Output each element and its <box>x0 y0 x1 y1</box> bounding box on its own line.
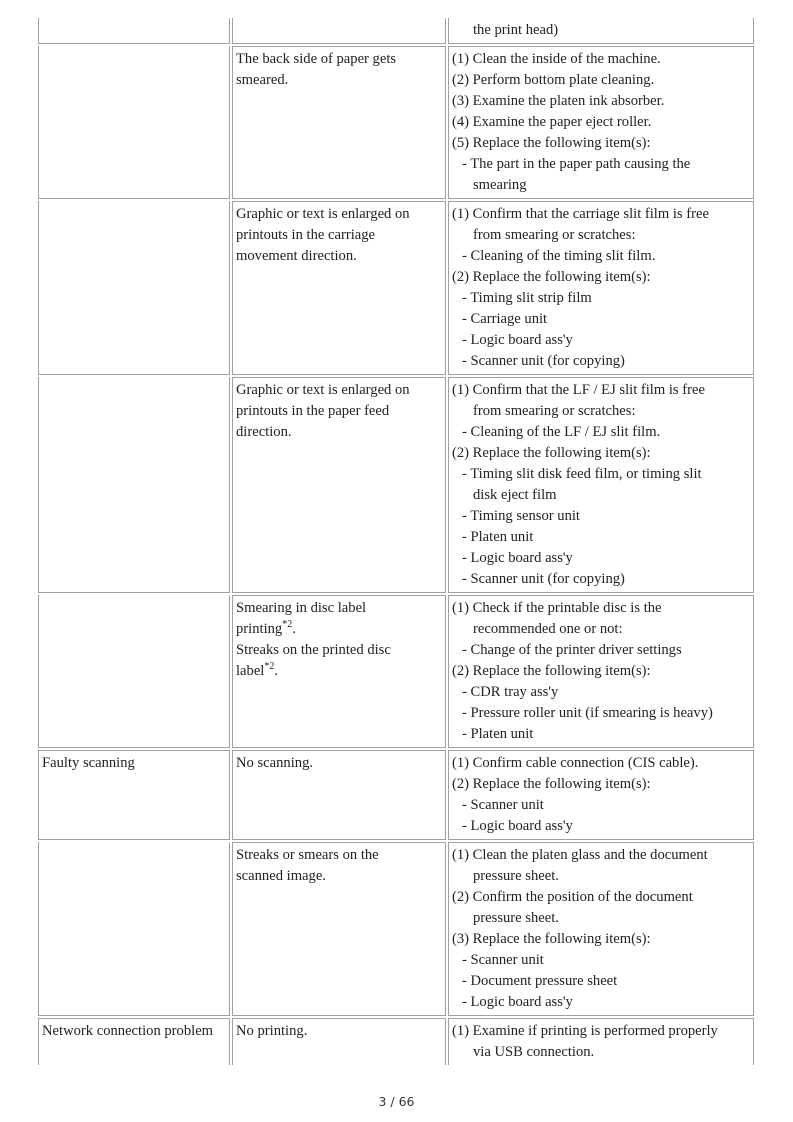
troubleshooting-table-container <box>36 18 754 1084</box>
action-continuation: the print head) <box>473 22 559 38</box>
symptom-line: movement direction. <box>236 248 357 264</box>
action-subitem: - Scanner unit <box>462 797 544 813</box>
symptom-line: printouts in the carriage <box>236 227 375 243</box>
action-text: - The part in the paper path causing the <box>462 156 691 172</box>
action-subitem: - Logic board ass'y <box>462 550 573 566</box>
action-subitem: - Carriage unit <box>462 311 548 327</box>
action-step: (4) Examine the paper eject roller. <box>452 114 652 130</box>
table-row <box>38 201 754 375</box>
footnote-marker: *2 <box>264 661 275 673</box>
symptom-line: Graphic or text is enlarged on <box>236 206 410 222</box>
action-continuation: from smearing or scratches: <box>473 227 636 243</box>
symptom-cell <box>232 1018 446 1065</box>
page-number: 3 / 66 <box>378 1094 415 1109</box>
action-subitem: - CDR tray ass'y <box>462 684 559 700</box>
action-subitem: - Timing sensor unit <box>462 508 580 524</box>
action-subitem: - Pressure roller unit (if smearing is heavy) <box>462 705 713 721</box>
action-cell <box>448 750 754 840</box>
symptom-line: direction. <box>236 424 292 440</box>
action-subitem: - Logic board ass'y <box>462 332 573 348</box>
category-cell <box>38 595 230 748</box>
table-row <box>38 842 754 1016</box>
table-body <box>38 18 754 1065</box>
symptom-cell <box>232 750 446 840</box>
symptom-text: printing <box>236 621 283 637</box>
action-text: - Timing slit disk feed film, or timing slit <box>462 466 702 482</box>
action-subitem <box>452 464 750 506</box>
symptom-cell <box>232 201 446 375</box>
table-row <box>38 46 754 199</box>
action-subitem: - Timing slit strip film <box>462 290 592 306</box>
action-cell <box>448 842 754 1016</box>
action-cell <box>448 1018 754 1065</box>
action-subitem: - Scanner unit (for copying) <box>462 571 625 587</box>
symptom-cell <box>232 595 446 748</box>
action-text-wrap: smearing <box>473 177 527 193</box>
category-cell <box>38 842 230 1016</box>
action-continuation: via USB connection. <box>473 1044 595 1060</box>
troubleshooting-table <box>36 18 754 1067</box>
footnote-marker: *2 <box>282 619 293 631</box>
symptom-cell <box>232 46 446 199</box>
action-subitem: - Logic board ass'y <box>462 994 573 1010</box>
action-step: (1) Confirm cable connection (CIS cable). <box>452 755 699 771</box>
action-subitem <box>452 154 750 196</box>
action-subitem: - Scanner unit <box>462 952 544 968</box>
action-continuation: recommended one or not: <box>473 621 623 637</box>
symptom-punct: . <box>292 621 296 637</box>
action-subitem: - Cleaning of the timing slit film. <box>462 248 656 264</box>
action-step: (1) Clean the platen glass and the document <box>452 847 708 863</box>
action-step: (1) Check if the printable disc is the <box>452 600 662 616</box>
action-step: (1) Clean the inside of the machine. <box>452 51 661 67</box>
category-cell: Faulty scanning <box>38 750 230 840</box>
action-subitem: - Platen unit <box>462 726 534 742</box>
symptom-cell <box>232 18 446 44</box>
symptom-line <box>236 661 442 682</box>
action-step: (2) Replace the following item(s): <box>452 445 651 461</box>
table-row <box>38 595 754 748</box>
category-cell <box>38 18 230 44</box>
action-step: (1) Confirm that the carriage slit film is free <box>452 206 709 222</box>
action-text-wrap: disk eject film <box>473 487 557 503</box>
symptom-line: scanned image. <box>236 868 326 884</box>
action-continuation: from smearing or scratches: <box>473 403 636 419</box>
symptom-text: Streaks on the printed disc <box>236 642 391 658</box>
action-subitem: - Platen unit <box>462 529 534 545</box>
action-subitem: - Cleaning of the LF / EJ slit film. <box>462 424 661 440</box>
symptom-line: No scanning. <box>236 755 314 771</box>
action-subitem: - Scanner unit (for copying) <box>462 353 625 369</box>
action-cell <box>448 46 754 199</box>
action-subitem: - Document pressure sheet <box>462 973 618 989</box>
table-row <box>38 750 754 840</box>
symptom-text: label <box>236 663 265 679</box>
symptom-line <box>236 598 442 619</box>
action-step: (2) Perform bottom plate cleaning. <box>452 72 655 88</box>
symptom-line: Streaks or smears on the <box>236 847 379 863</box>
symptom-line: Graphic or text is enlarged on <box>236 382 410 398</box>
action-cell <box>448 377 754 593</box>
action-step: (1) Examine if printing is performed properly <box>452 1023 718 1039</box>
symptom-line <box>236 640 442 661</box>
symptom-punct: . <box>274 663 279 679</box>
action-subitem: - Change of the printer driver settings <box>462 642 682 658</box>
symptom-line <box>236 619 442 640</box>
category-cell <box>38 377 230 593</box>
action-step: (1) Confirm that the LF / EJ slit film is free <box>452 382 705 398</box>
table-row <box>38 377 754 593</box>
symptom-line: smeared. <box>236 72 289 88</box>
table-row <box>38 18 754 44</box>
action-step: (2) Replace the following item(s): <box>452 663 651 679</box>
action-step: (3) Examine the platen ink absorber. <box>452 93 665 109</box>
action-step: (2) Replace the following item(s): <box>452 776 651 792</box>
symptom-line: No printing. <box>236 1023 308 1039</box>
symptom-line: printouts in the paper feed <box>236 403 390 419</box>
action-step: (2) Confirm the position of the document <box>452 889 693 905</box>
action-subitem: - Logic board ass'y <box>462 818 573 834</box>
action-step: (3) Replace the following item(s): <box>452 931 651 947</box>
action-cell <box>448 201 754 375</box>
action-step: (5) Replace the following item(s): <box>452 135 651 151</box>
category-cell <box>38 46 230 199</box>
category-cell <box>38 201 230 375</box>
action-continuation: pressure sheet. <box>473 910 559 926</box>
symptom-cell <box>232 842 446 1016</box>
symptom-text: Smearing in disc label <box>236 600 367 616</box>
action-cell <box>448 595 754 748</box>
action-continuation: pressure sheet. <box>473 868 559 884</box>
symptom-cell <box>232 377 446 593</box>
category-cell: Network connection problem <box>38 1018 230 1065</box>
action-step: (2) Replace the following item(s): <box>452 269 651 285</box>
table-row <box>38 1018 754 1065</box>
symptom-line: The back side of paper gets <box>236 51 397 67</box>
action-cell <box>448 18 754 44</box>
